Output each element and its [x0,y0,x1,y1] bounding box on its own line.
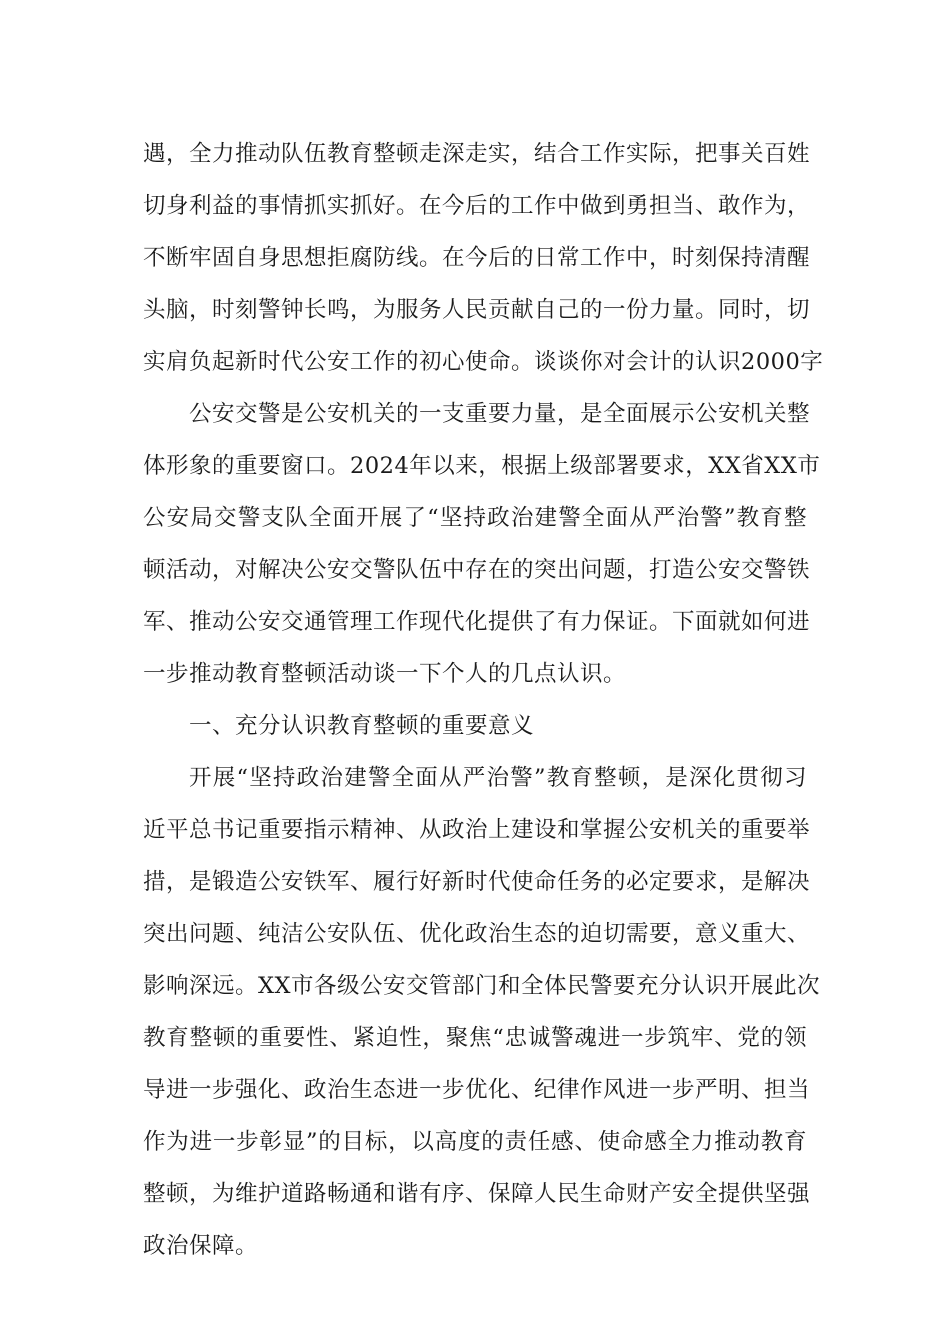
text-line: 整顿，为维护道路畅通和谐有序、保障人民生命财产安全提供坚强 [143,1181,811,1207]
paragraph-last-line: 一步推动教育整顿活动谈一下个人的几点认识。 [143,661,627,687]
text-line: 顿活动，对解决公安交警队伍中存在的突出问题，打造公安交警铁 [143,557,811,583]
text-line: 遇，全力推动队伍教育整顿走深走实，结合工作实际，把事关百姓 [143,141,811,167]
text-line: 头脑，时刻警钟长鸣，为服务人民贡献自己的一份力量。同时，切 [143,297,811,323]
text-line: 影响深远。XX市各级公安交管部门和全体民警要充分认识开展此次 [143,973,821,999]
text-line: 实肩负起新时代公安工作的初心使命。谈谈你对会计的认识2000字 [143,349,824,375]
paragraph-last-line: 政治保障。 [143,1233,259,1259]
text-line: 导进一步强化、政治生态进一步优化、纪律作风进一步严明、担当 [143,1077,811,1103]
text-line: 切身利益的事情抓实抓好。在今后的工作中做到勇担当、敢作为， [143,193,811,219]
paragraph-first-line: 公安交警是公安机关的一支重要力量，是全面展示公安机关整 [189,401,811,427]
text-line: 体形象的重要窗口。2024年以来，根据上级部署要求，XX省XX市 [143,453,821,479]
text-line: 军、推动公安交通管理工作现代化提供了有力保证。下面就如何进 [143,609,811,635]
document-body [143,128,824,1272]
text-line: 公安局交警支队全面开展了“坚持政治建警全面从严治警”教育整 [143,505,807,531]
text-line: 作为进一步彰显”的目标，以高度的责任感、使命感全力推动教育 [143,1129,807,1155]
text-line: 近平总书记重要指示精神、从政治上建设和掌握公安机关的重要举 [143,817,811,843]
text-line: 措，是锻造公安铁军、履行好新时代使命任务的必定要求，是解决 [143,869,811,895]
section-heading: 一、充分认识教育整顿的重要意义 [189,713,535,739]
paragraph-first-line: 开展“坚持政治建警全面从严治警”教育整顿，是深化贯彻习 [189,765,807,791]
text-line: 突出问题、纯洁公安队伍、优化政治生态的迫切需要，意义重大、 [143,921,811,947]
text-line: 不断牢固自身思想拒腐防线。在今后的日常工作中，时刻保持清醒 [143,245,811,271]
text-line: 教育整顿的重要性、紧迫性，聚焦“忠诚警魂进一步筑牢、党的领 [143,1025,807,1051]
